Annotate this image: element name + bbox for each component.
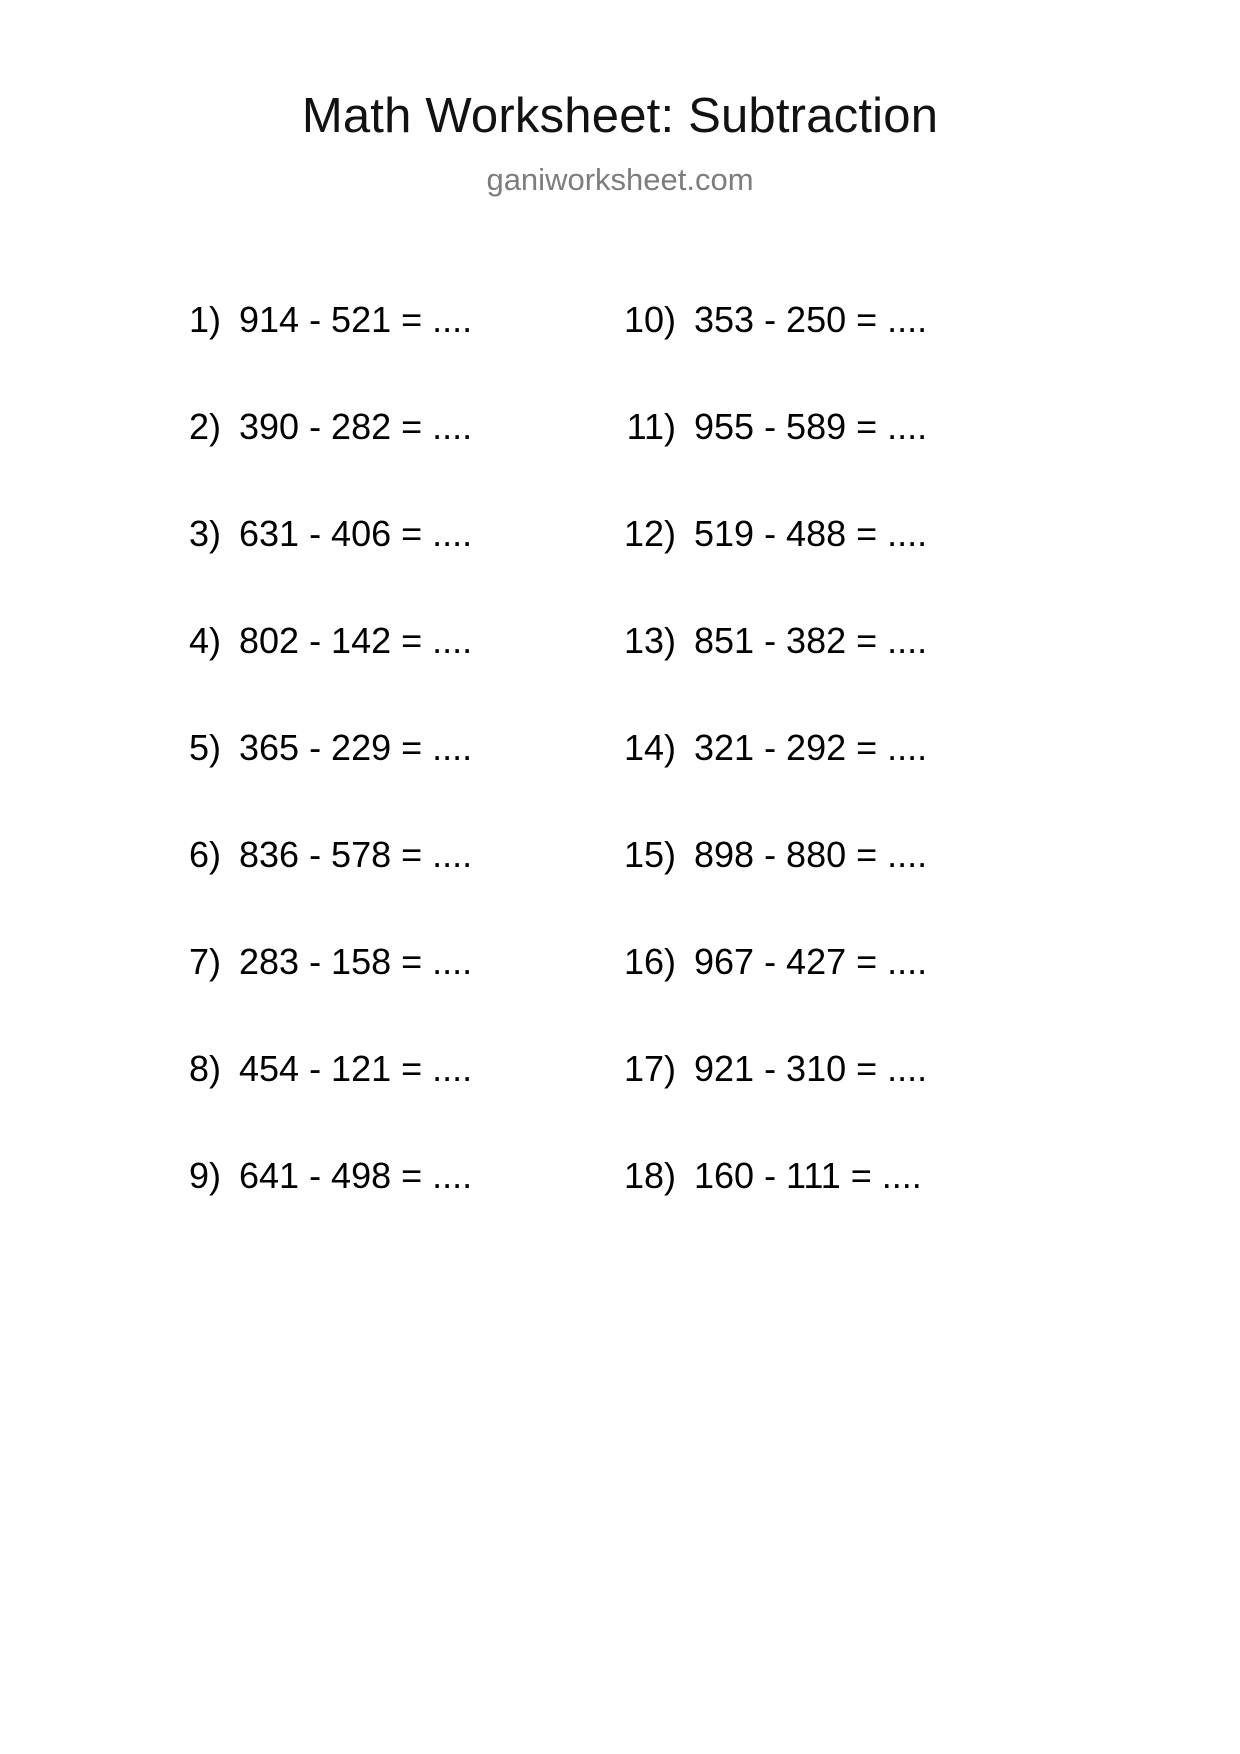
problem-number: 12)	[623, 513, 676, 554]
problem-expression: 353 - 250 = ....	[694, 299, 928, 340]
problem-item	[620, 835, 1075, 875]
problem-expression: 914 - 521 = ....	[239, 299, 473, 340]
problem-number: 1)	[188, 299, 221, 340]
problem-number: 13)	[623, 620, 676, 661]
problem-expression: 802 - 142 = ....	[239, 620, 473, 661]
problem-number: 8)	[188, 1048, 221, 1089]
problem-number: 17)	[623, 1048, 676, 1089]
problem-item	[620, 1049, 1075, 1089]
problem-number: 14)	[623, 727, 676, 768]
problem-item	[620, 621, 1075, 661]
problem-number: 15)	[623, 834, 676, 875]
problem-expression: 365 - 229 = ....	[239, 727, 473, 768]
problem-expression: 390 - 282 = ....	[239, 406, 473, 447]
problem-item	[165, 942, 620, 982]
problem-number: 11)	[626, 406, 676, 447]
problem-item	[165, 407, 620, 447]
problem-number: 9)	[188, 1155, 221, 1196]
problem-expression: 454 - 121 = ....	[239, 1048, 473, 1089]
problem-item	[620, 407, 1075, 447]
problem-expression: 851 - 382 = ....	[694, 620, 928, 661]
problem-item	[620, 1156, 1075, 1196]
problem-number: 6)	[188, 834, 221, 875]
problem-number: 3)	[188, 513, 221, 554]
problem-number: 4)	[188, 620, 221, 661]
problem-number: 10)	[623, 299, 676, 340]
problem-expression: 631 - 406 = ....	[239, 513, 473, 554]
problem-expression: 641 - 498 = ....	[239, 1155, 473, 1196]
problem-number: 5)	[188, 727, 221, 768]
problem-item	[620, 942, 1075, 982]
problem-item	[620, 514, 1075, 554]
problem-expression: 160 - 111 = ....	[694, 1155, 922, 1196]
problem-expression: 967 - 427 = ....	[694, 941, 928, 982]
problem-item	[165, 1049, 620, 1089]
problem-item	[620, 300, 1075, 340]
problem-item	[165, 728, 620, 768]
problem-expression: 836 - 578 = ....	[239, 834, 473, 875]
problem-expression: 321 - 292 = ....	[694, 727, 928, 768]
problem-item	[165, 621, 620, 661]
problem-item	[165, 1156, 620, 1196]
site-attribution: ganiworksheet.com	[486, 162, 754, 197]
problem-item	[620, 728, 1075, 768]
problem-number: 2)	[188, 406, 221, 447]
problem-item	[165, 300, 620, 340]
problem-expression: 283 - 158 = ....	[239, 941, 473, 982]
page-title: Math Worksheet: Subtraction	[301, 89, 939, 143]
problem-item	[165, 514, 620, 554]
problem-number: 16)	[623, 941, 676, 982]
problem-number: 7)	[188, 941, 221, 982]
problem-grid	[165, 300, 1085, 1263]
problem-expression: 519 - 488 = ....	[694, 513, 928, 554]
problem-expression: 921 - 310 = ....	[694, 1048, 928, 1089]
problem-expression: 955 - 589 = ....	[694, 406, 928, 447]
problem-expression: 898 - 880 = ....	[694, 834, 928, 875]
problem-item	[165, 835, 620, 875]
problem-number: 18)	[623, 1155, 676, 1196]
